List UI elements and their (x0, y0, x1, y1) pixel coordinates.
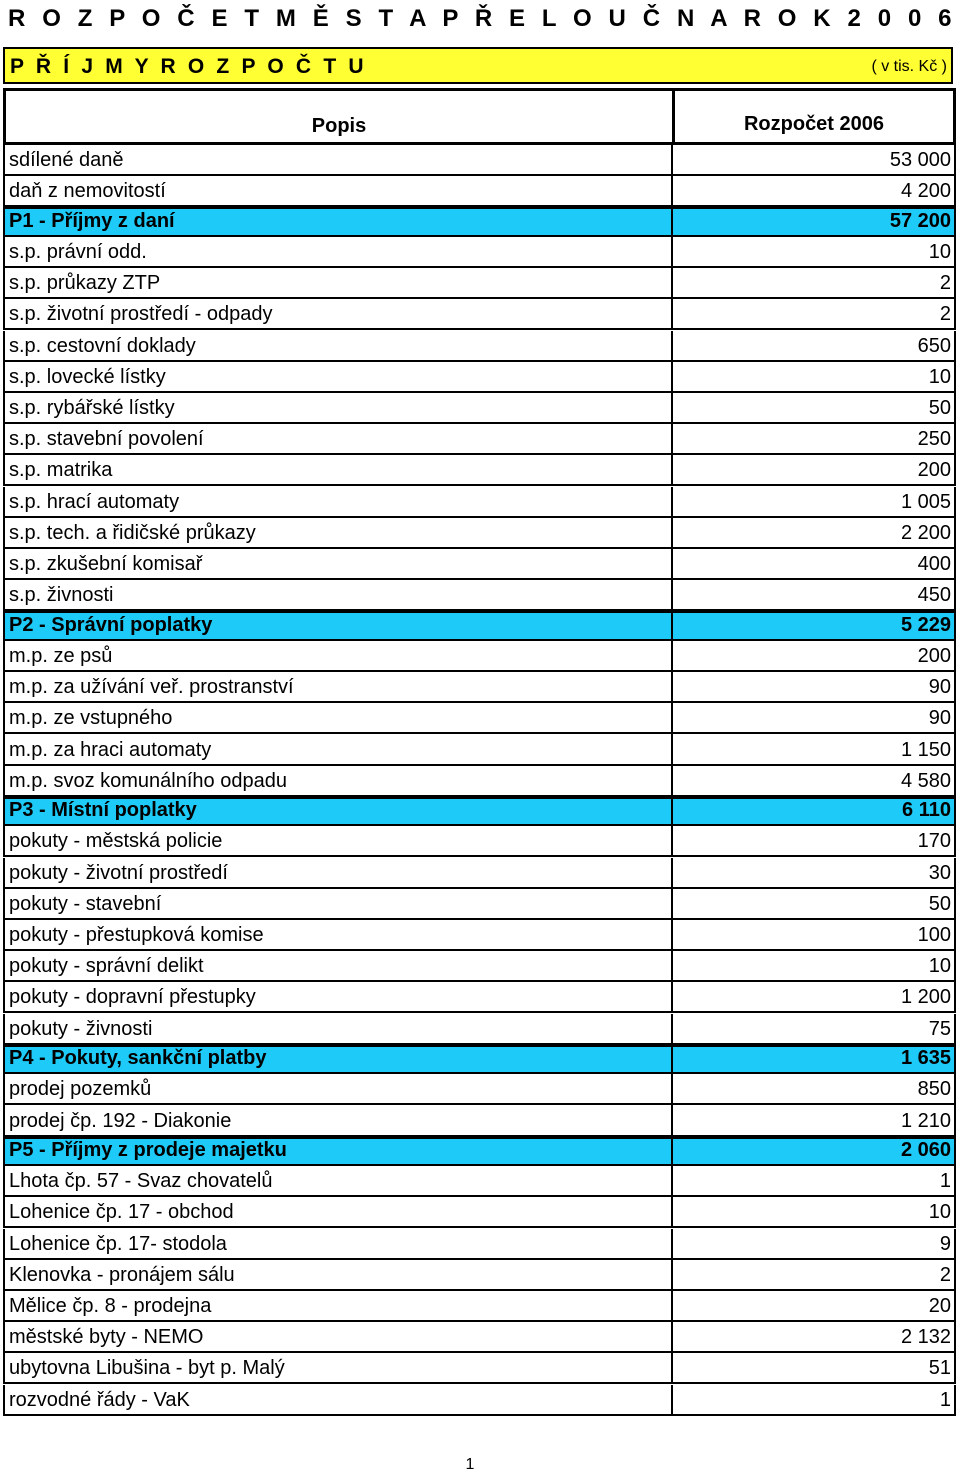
row-value: 100 (917, 924, 951, 947)
row-value: 400 (917, 553, 951, 576)
row-description: s.p. matrika (9, 459, 113, 482)
subtotal-row (3, 207, 956, 237)
column-header-description: Popis (311, 115, 367, 137)
row-description: rozvodné řády - VaK (9, 1388, 190, 1411)
cell-divider (671, 299, 673, 328)
row-value: 200 (917, 459, 951, 482)
table-row (3, 1353, 956, 1384)
row-description: prodej pozemků (9, 1078, 152, 1101)
table-row (3, 672, 956, 703)
unit-note: ( v tis. Kč ) (871, 58, 947, 75)
row-value: 6 110 (902, 799, 951, 822)
row-description: s.p. životní prostředí - odpady (9, 303, 273, 326)
row-description: P2 - Správní poplatky (9, 613, 213, 636)
cell-divider (671, 580, 673, 609)
row-description: m.p. za užívání veř. prostranství (9, 676, 294, 699)
row-value: 10 (928, 1201, 951, 1224)
cell-divider (671, 1322, 673, 1351)
cell-divider (671, 518, 673, 547)
cell-divider (671, 1385, 673, 1414)
table-row (3, 1260, 956, 1291)
row-value: 450 (917, 584, 951, 607)
table-row (3, 393, 956, 424)
cell-divider (671, 209, 673, 235)
row-description: P4 - Pokuty, sankční platby (9, 1047, 267, 1070)
cell-divider (671, 237, 673, 266)
row-value: 2 060 (900, 1139, 951, 1162)
row-value: 2 132 (900, 1326, 951, 1349)
cell-divider (671, 613, 673, 639)
row-description: pokuty - přestupková komise (9, 924, 264, 947)
table-row (3, 826, 956, 857)
subtotal-row (3, 1045, 956, 1075)
row-description: m.p. ze psů (9, 644, 113, 667)
table-row (3, 518, 956, 549)
table-row (3, 1229, 956, 1260)
cell-divider (671, 1014, 673, 1043)
table-row (3, 858, 956, 889)
row-value: 10 (928, 365, 951, 388)
row-value: 53 000 (889, 149, 951, 172)
cell-divider (671, 145, 673, 174)
table-row (3, 889, 956, 920)
row-description: m.p. za hraci automaty (9, 738, 212, 761)
row-description: m.p. svoz komunálního odpadu (9, 769, 287, 792)
table-row (3, 237, 956, 268)
row-description: s.p. rybářské lístky (9, 397, 175, 420)
row-description: s.p. tech. a řidičské průkazy (9, 521, 256, 544)
row-value: 5 229 (900, 613, 951, 636)
row-value: 51 (928, 1357, 951, 1380)
table-row (3, 455, 956, 486)
cell-divider (671, 766, 673, 795)
row-description: prodej čp. 192 - Diakonie (9, 1109, 232, 1132)
row-value: 1 210 (900, 1109, 951, 1132)
table-row (3, 362, 956, 393)
row-description: pokuty - živnosti (9, 1017, 153, 1040)
subtotal-row (3, 611, 956, 641)
cell-divider (671, 703, 673, 732)
row-value: 20 (928, 1295, 951, 1318)
cell-divider (671, 951, 673, 980)
table-row (3, 703, 956, 734)
cell-divider (671, 1260, 673, 1289)
row-value: 170 (917, 830, 951, 853)
section-title: P Ř Í J M Y R O Z P O Č T U (10, 55, 367, 78)
table-row (3, 951, 956, 982)
row-value: 2 (939, 1263, 951, 1286)
row-description: P1 - Příjmy z daní (9, 209, 175, 232)
row-value: 650 (917, 334, 951, 357)
cell-divider (671, 487, 673, 516)
cell-divider (671, 1105, 673, 1134)
row-description: s.p. cestovní doklady (9, 334, 196, 357)
cell-divider (671, 826, 673, 855)
row-value: 850 (917, 1078, 951, 1101)
table-row (3, 1074, 956, 1105)
cell-divider (671, 799, 673, 825)
row-description: ubytovna Libušina - byt p. Malý (9, 1357, 285, 1380)
row-description: s.p. právní odd. (9, 241, 147, 264)
row-value: 4 200 (900, 180, 951, 203)
row-description: Lohenice čp. 17- stodola (9, 1232, 227, 1255)
row-value: 250 (917, 428, 951, 451)
page-number: 1 (465, 1456, 475, 1473)
row-value: 50 (928, 397, 951, 420)
table-row (3, 145, 956, 176)
table-row (3, 766, 956, 797)
row-description: Lhota čp. 57 - Svaz chovatelů (9, 1170, 273, 1193)
row-description: daň z nemovitostí (9, 180, 166, 203)
table-row (3, 1385, 956, 1416)
table-row (3, 549, 956, 580)
cell-divider (671, 982, 673, 1011)
row-value: 1 (939, 1388, 951, 1411)
table-row (3, 1166, 956, 1197)
table-row (3, 487, 956, 518)
cell-divider (671, 1229, 673, 1258)
cell-divider (671, 672, 673, 701)
row-value: 9 (939, 1232, 951, 1255)
row-value: 2 (939, 303, 951, 326)
row-description: s.p. zkušební komisař (9, 553, 203, 576)
cell-divider (671, 1291, 673, 1320)
row-value: 2 (939, 272, 951, 295)
row-value: 50 (928, 892, 951, 915)
cell-divider (671, 424, 673, 453)
table-row (3, 920, 956, 951)
row-description: pokuty - správní delikt (9, 955, 204, 978)
row-value: 1 005 (900, 490, 951, 513)
row-description: sdílené daně (9, 149, 124, 172)
cell-divider (671, 549, 673, 578)
cell-divider (671, 393, 673, 422)
row-description: městské byty - NEMO (9, 1326, 204, 1349)
table-row (3, 1105, 956, 1136)
cell-divider (671, 362, 673, 391)
table-row (3, 1197, 956, 1228)
row-value: 2 200 (900, 521, 951, 544)
row-value: 75 (928, 1017, 951, 1040)
cell-divider (671, 920, 673, 949)
table-row (3, 268, 956, 299)
row-description: m.p. ze vstupného (9, 707, 173, 730)
row-description: P5 - Příjmy z prodeje majetku (9, 1139, 287, 1162)
table-row (3, 176, 956, 207)
row-description: s.p. lovecké lístky (9, 365, 166, 388)
cell-divider (671, 1047, 673, 1073)
row-description: s.p. živnosti (9, 584, 114, 607)
cell-divider (671, 331, 673, 360)
table-row (3, 982, 956, 1013)
cell-divider (671, 1074, 673, 1103)
row-value: 10 (928, 955, 951, 978)
row-value: 90 (928, 676, 951, 699)
cell-divider (671, 268, 673, 297)
row-value: 4 580 (900, 769, 951, 792)
row-description: s.p. hrací automaty (9, 490, 180, 513)
table-row (3, 1014, 956, 1045)
row-value: 1 200 (900, 986, 951, 1009)
table-row (3, 734, 956, 765)
table-row (3, 299, 956, 330)
row-value: 90 (928, 707, 951, 730)
row-description: pokuty - stavební (9, 892, 162, 915)
cell-divider (671, 1166, 673, 1195)
row-value: 30 (928, 861, 951, 884)
table-row (3, 1291, 956, 1322)
cell-divider (671, 1353, 673, 1382)
cell-divider (671, 1197, 673, 1226)
row-value: 1 150 (900, 738, 951, 761)
row-description: pokuty - životní prostředí (9, 861, 228, 884)
row-description: Klenovka - pronájem sálu (9, 1263, 235, 1286)
row-description: s.p. průkazy ZTP (9, 272, 161, 295)
table-row (3, 331, 956, 362)
row-value: 1 635 (900, 1047, 951, 1070)
cell-divider (671, 176, 673, 205)
table-row (3, 641, 956, 672)
cell-divider (671, 889, 673, 918)
row-value: 1 (939, 1170, 951, 1193)
row-description: pokuty - městská policie (9, 830, 223, 853)
subtotal-row (3, 797, 956, 827)
cell-divider (671, 858, 673, 887)
row-value: 200 (917, 644, 951, 667)
row-description: Lohenice čp. 17 - obchod (9, 1201, 234, 1224)
cell-divider (671, 641, 673, 670)
row-description: Mělice čp. 8 - prodejna (9, 1295, 212, 1318)
row-value: 10 (928, 241, 951, 264)
row-description: s.p. stavební povolení (9, 428, 204, 451)
row-description: P3 - Místní poplatky (9, 799, 197, 822)
cell-divider (671, 734, 673, 763)
table-row (3, 424, 956, 455)
subtotal-row (3, 1137, 956, 1167)
row-description: pokuty - dopravní přestupky (9, 986, 256, 1009)
column-header-budget: Rozpočet 2006 (743, 113, 885, 135)
cell-divider (671, 455, 673, 484)
table-row (3, 1322, 956, 1353)
row-value: 57 200 (889, 209, 951, 232)
document-title: R O Z P O Č E T M Ě S T A P Ř E L O U Č N A R O K 2 0 0 6 (8, 5, 957, 32)
cell-divider (671, 1139, 673, 1165)
table-row (3, 580, 956, 611)
